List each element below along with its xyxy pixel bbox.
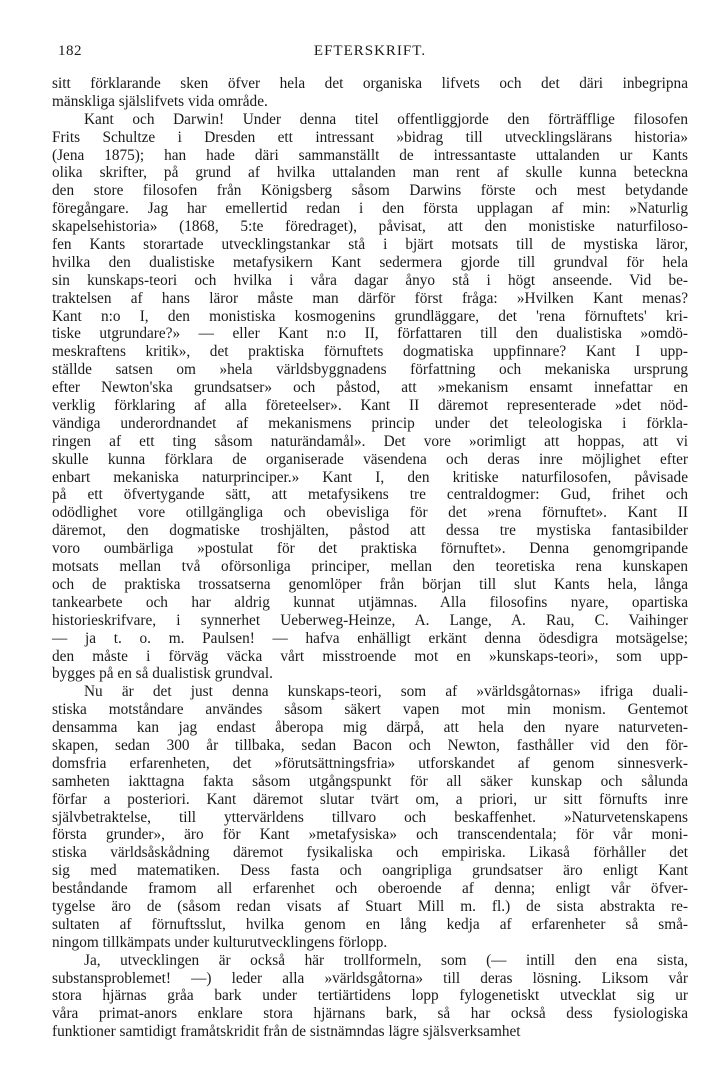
text-line: verklig förklaring af alla företeelser». Kant II däremot representerade »det nöd-	[52, 397, 688, 415]
text-line: densamma kan jag endast åberopa mig därpå, att hela den nyare naturveten-	[52, 719, 688, 737]
text-line: meskraftens kritik», det praktiska förnuftets dogmatiska uppfinnare? Kant I upp-	[52, 343, 688, 361]
text-line: Frits Schultze i Dresden ett intressant »bidrag till utvecklingslärans historia»	[52, 128, 688, 146]
text-line: odödlighet vore otillgängliga och obevisliga för det »rena förnuftet». Kant II	[52, 504, 688, 522]
running-title: EFTERSKRIFT.	[313, 43, 427, 59]
text-line: och de praktiska trossatserna genomlöper från början till slut Kants hela, långa	[52, 575, 688, 593]
text-line: vändiga underordnandet af mekanismens princip under det teleologiska i förkla-	[52, 414, 688, 432]
text-line: samheten iakttagna fakta såsom utgångspunkt för all säker kunskap och sålunda	[52, 772, 688, 790]
text-line: Kant n:o I, den monistiska kosmogenins grundläggare, det 'rena förnuftets' kri-	[52, 307, 688, 325]
text-line: stiska världsåskådning däremot fysikaliska och empiriska. Likaså förhåller det	[52, 844, 688, 862]
page-header	[52, 43, 688, 65]
text-line: — ja t. o. m. Paulsen! — hafva enhälligt erkänt denna ödesdigra motsägelse;	[52, 629, 688, 647]
text-line: mänskliga själslifvets vida område.	[52, 92, 268, 110]
text-line: stora hjärnas gråa bark under tertiärtidens lopp fylogenetiskt utvecklat sig ur	[52, 987, 688, 1005]
text-line: ringen af ett ting såsom naturändamål». Det vore »orimligt att hoppas, att vi	[52, 432, 688, 450]
text-line: den måste i förväg väcka vårt misstroende mot en »kunskaps-teori», som upp-	[52, 647, 688, 665]
text-line: på ett öfvertygande sätt, att metafysikens tre centraldogmer: Gud, frihet och	[52, 486, 688, 504]
text-line: hvilka den dualistiske metafysikern Kant sedermera gjorde till grundval för hela	[52, 253, 688, 271]
text-line: bygges på en så dualistisk grundval.	[52, 665, 273, 683]
text-line: voro oumbärliga »postulat för det praktiska förnuftet». Denna genomgripande	[52, 540, 688, 558]
text-line: funktioner samtidigt framåtskridit från de sistnämndas lägre själsverksamhet	[52, 1023, 521, 1041]
text-line: Ja, utvecklingen är också här trollformeln, som (— intill den ena sista,	[84, 951, 688, 969]
text-line: efter Newton'ska grundsatser» och påstod, att »mekanism ensamt innefattar en	[52, 379, 688, 397]
text-line: Nu är det just denna kunskaps-teori, som af »världsgåtornas» ifriga duali-	[84, 683, 688, 701]
text-line: skulle kunna förklara de organiserade väsendena och deras inre möjlighet efter	[52, 450, 688, 468]
text-line: däremot, den dogmatiske troshjälten, påstod att dessa tre mystiska fantasibilder	[52, 522, 688, 540]
text-line: tankearbete och har aldrig kunnat utjämnas. Alla filosofins nyare, opartiska	[52, 593, 688, 611]
text-line: motsats mellan två oförsonliga principer, mellan den teoretiska rena kunskapen	[52, 558, 688, 576]
text-line: sultaten af förnuftsslut, hvilka genom en lång kedja af erfarenheter så små-	[52, 915, 688, 933]
text-line: enbart mekaniska naturprinciper.» Kant I, den kritiske naturfilosofen, påvisade	[52, 468, 688, 486]
text-line: historieskrifvare, i synnerhet Ueberweg-Heinze, A. Lange, A. Rau, C. Vaihinger	[52, 611, 688, 629]
body-text	[52, 75, 688, 1041]
text-line: ställde satsen om »hela världsbyggnadens författning och mekaniska ursprung	[52, 361, 688, 379]
text-line: stiska motståndare användes såsom säkert vapen mot min monism. Gentemot	[52, 701, 688, 719]
text-line: förfar a posteriori. Kant däremot slutar tvärt om, a priori, ur sitt förnufts inre	[52, 790, 688, 808]
text-line: tygelse äro de (såsom redan visats af Stuart Mill m. fl.) de sista abstrakta re-	[52, 897, 688, 915]
text-line: föregångare. Jag har emellertid redan i den första upplagan af min: »Naturlig	[52, 200, 688, 218]
text-line: olika skrifter, på grund af hvilka uttalanden man rent af skulle kunna beteckna	[52, 164, 688, 182]
text-line: (Jena 1875); han hade däri sammanställt de intressantaste uttalanden ur Kants	[52, 146, 688, 164]
text-line: fen Kants storartade utvecklingstankar stå i bjärt motsats till de mystiska läror,	[52, 236, 688, 254]
text-line: den store filosofen från Königsberg såsom Darwins förste och mest betydande	[52, 182, 688, 200]
text-line: självbetraktelse, till yttervärldens tillvaro och beskaffenhet. »Naturvetenskapens	[52, 808, 688, 826]
text-line: skapelsehistoria» (1868, 5:te föredraget), påvisat, att den monistiske naturfiloso-	[52, 218, 688, 236]
text-line: sitt förklarande sken öfver hela det organiska lifvets och det däri inbegripna	[52, 75, 688, 92]
page-number: 182	[58, 43, 82, 59]
text-line: Kant och Darwin! Under denna titel offentliggjorde den förträfflige filosofen	[84, 110, 688, 128]
text-line: beståndande framom all erfarenhet och oberoende af denna; enligt vår öfver-	[52, 880, 688, 898]
text-line: traktelsen af hans läror måste man därför först fråga: »Hvilken Kant menas?	[52, 289, 688, 307]
text-line: sin kunskaps-teori och hvilka i våra dagar ånyo stå i högt anseende. Vid be-	[52, 271, 688, 289]
text-line: tiske utgrundare?» — eller Kant n:o II, författaren till den dualistiska »omdö-	[52, 325, 688, 343]
text-line: ningom tillkämpats under kulturutvecklingens förlopp.	[52, 933, 388, 951]
text-line: våra primat-anors enklare stora hjärnans bark, så har också dess fysiologiska	[52, 1005, 688, 1023]
text-line: domsfria erfarenheten, det »förutsättningsfria» utforskandet af genom sinnesverk-	[52, 754, 688, 772]
text-line: skapen, sedan 300 år tillbaka, sedan Bacon och Newton, fasthåller vid den för-	[52, 736, 688, 754]
text-line: första grunder», äro för Kant »metafysiska» och transcendentala; för vår moni-	[52, 826, 688, 844]
text-line: substansproblemet! —) leder alla »världsgåtorna» till deras lösning. Liksom vår	[52, 969, 688, 987]
text-line: sig med matematiken. Dess fasta och oangripliga grundsatser äro enligt Kant	[52, 862, 688, 880]
